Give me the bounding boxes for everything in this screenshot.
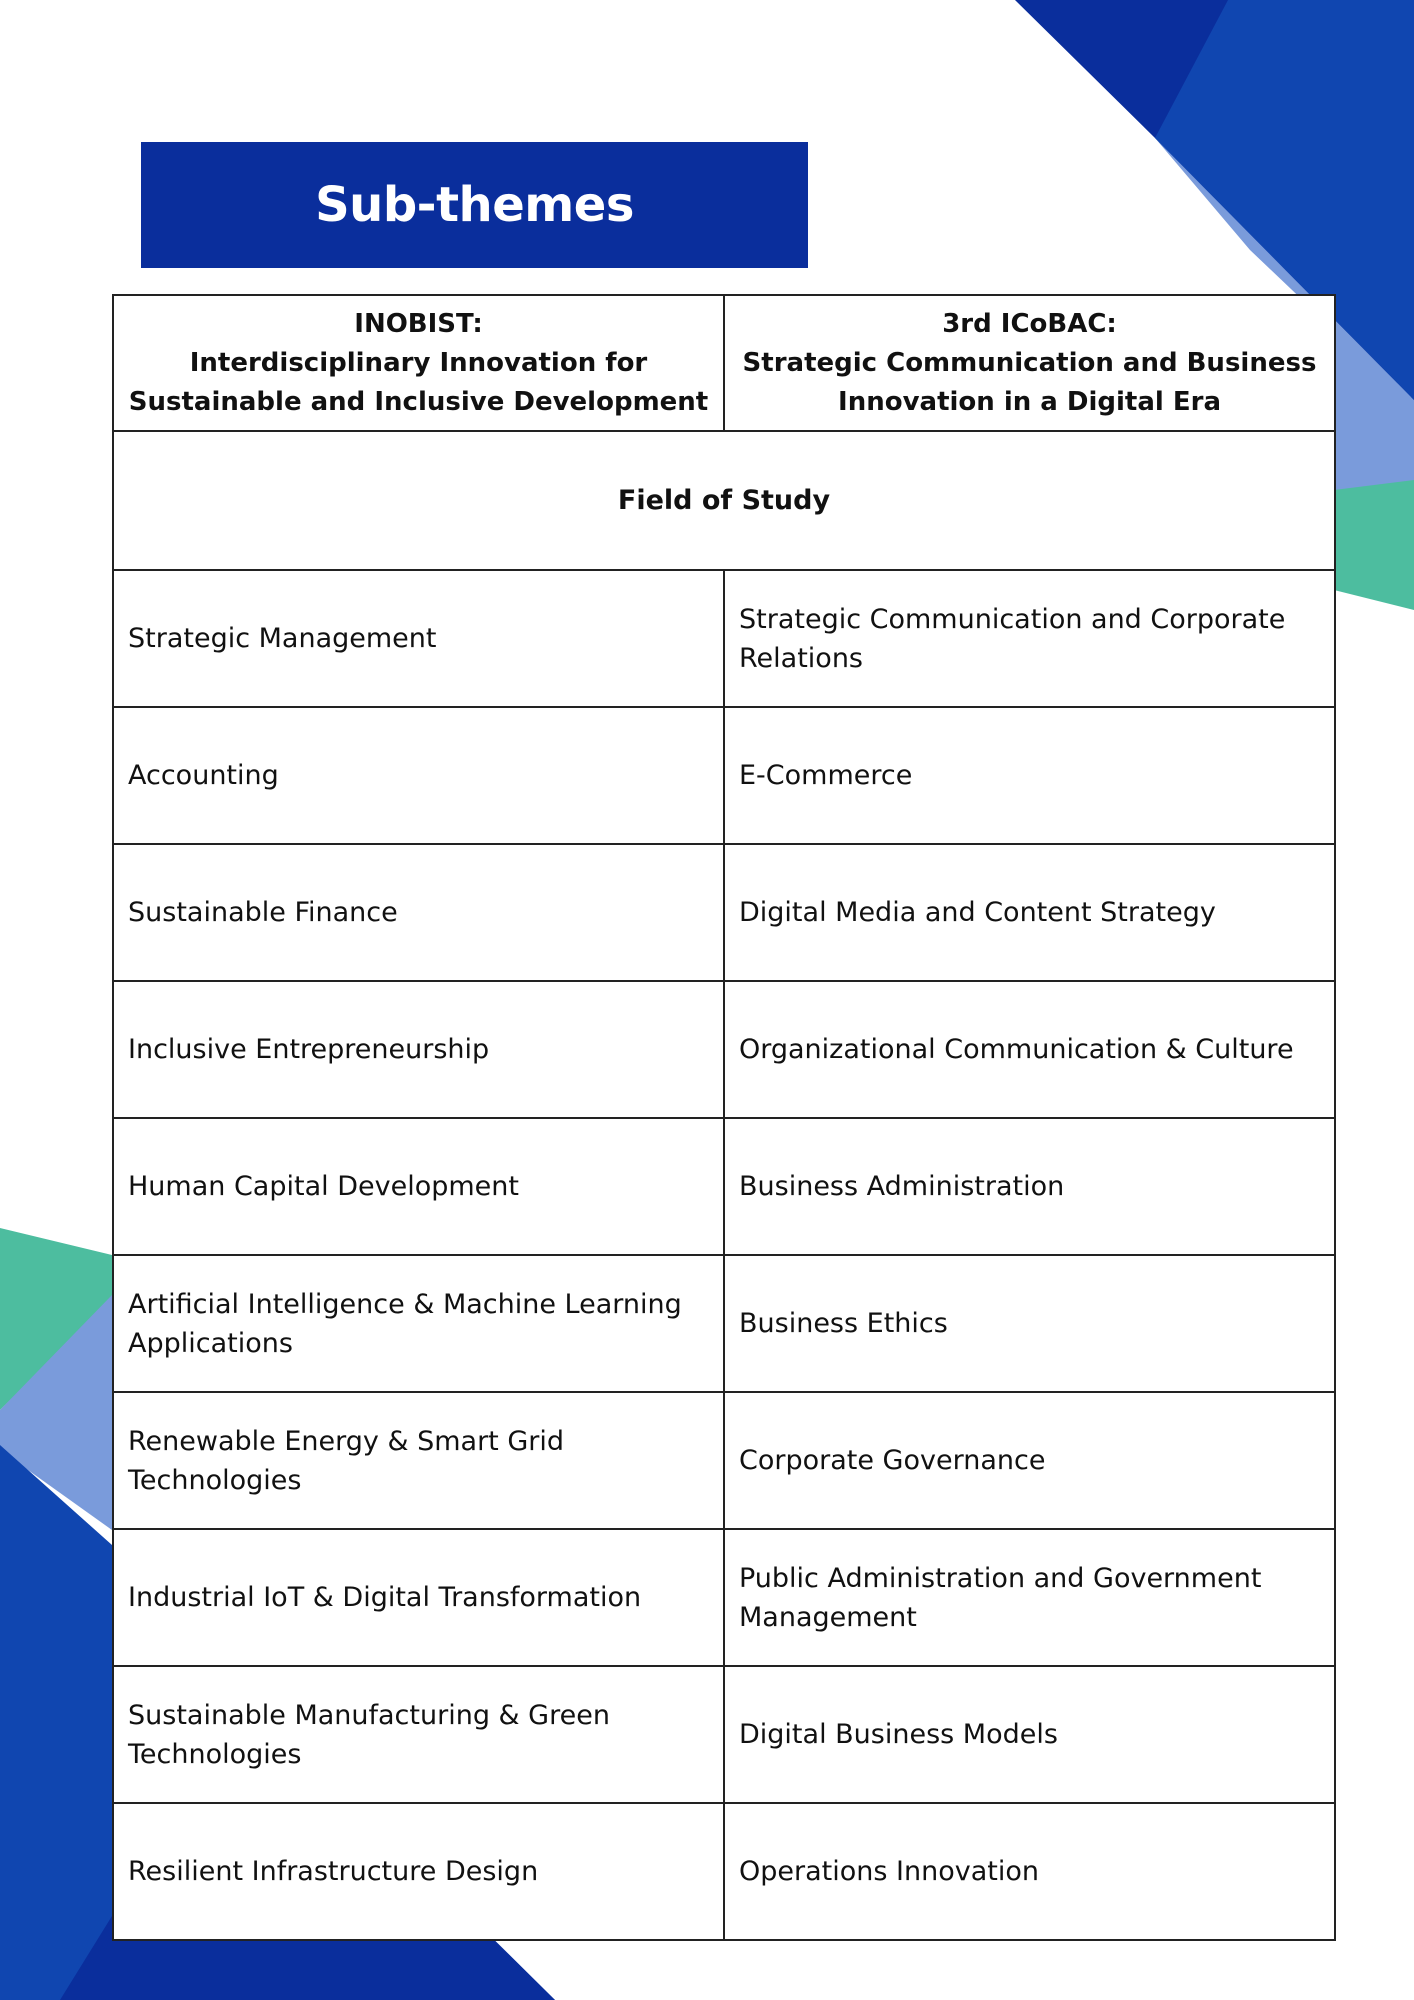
inobist-topic: Strategic Management — [113, 570, 724, 707]
icobac-topic: Organizational Communication & Culture — [724, 981, 1335, 1118]
inobist-topic: Accounting — [113, 707, 724, 844]
inobist-topic: Sustainable Manufacturing & Green Technologies — [113, 1666, 724, 1803]
icobac-topic: E-Commerce — [724, 707, 1335, 844]
field-of-study-row — [113, 431, 1335, 570]
icobac-topic: Business Ethics — [724, 1255, 1335, 1392]
field-of-study-label: Field of Study — [113, 431, 1335, 570]
icobac-header-line3: Innovation in a Digital Era — [838, 386, 1221, 417]
inobist-topic: Renewable Energy & Smart Grid Technologies — [113, 1392, 724, 1529]
table-row — [113, 707, 1335, 844]
inobist-topic: Industrial IoT & Digital Transformation — [113, 1529, 724, 1666]
inobist-topic: Human Capital Development — [113, 1118, 724, 1255]
inobist-topic: Resilient Infrastructure Design — [113, 1803, 724, 1940]
table-row — [113, 570, 1335, 707]
table-row — [113, 1666, 1335, 1803]
table-row — [113, 1529, 1335, 1666]
table-row — [113, 1803, 1335, 1940]
icobac-header-line2: Strategic Communication and Business — [742, 347, 1317, 378]
inobist-header — [113, 295, 724, 431]
subthemes-banner — [141, 142, 808, 268]
icobac-topic: Business Administration — [724, 1118, 1335, 1255]
table-row — [113, 1255, 1335, 1392]
table-row — [113, 1118, 1335, 1255]
icobac-topic: Digital Media and Content Strategy — [724, 844, 1335, 981]
table-row — [113, 844, 1335, 981]
table-row — [113, 981, 1335, 1118]
table-row — [113, 1392, 1335, 1529]
inobist-topic: Sustainable Finance — [113, 844, 724, 981]
table-header-row — [113, 295, 1335, 431]
icobac-topic: Strategic Communication and Corporate Relations — [724, 570, 1335, 707]
icobac-topic: Digital Business Models — [724, 1666, 1335, 1803]
icobac-header — [724, 295, 1335, 431]
inobist-topic: Artificial Intelligence & Machine Learning Applications — [113, 1255, 724, 1392]
icobac-header-line1: 3rd ICoBAC: — [942, 308, 1117, 339]
inobist-header-line2: Interdisciplinary Innovation for — [189, 347, 648, 378]
inobist-topic: Inclusive Entrepreneurship — [113, 981, 724, 1118]
subthemes-table — [112, 294, 1336, 1941]
icobac-topic: Operations Innovation — [724, 1803, 1335, 1940]
icobac-topic: Public Administration and Government Management — [724, 1529, 1335, 1666]
icobac-topic: Corporate Governance — [724, 1392, 1335, 1529]
page-title: Sub-themes — [315, 177, 634, 233]
inobist-header-line3: Sustainable and Inclusive Development — [128, 386, 709, 417]
inobist-header-line1: INOBIST: — [354, 308, 483, 339]
